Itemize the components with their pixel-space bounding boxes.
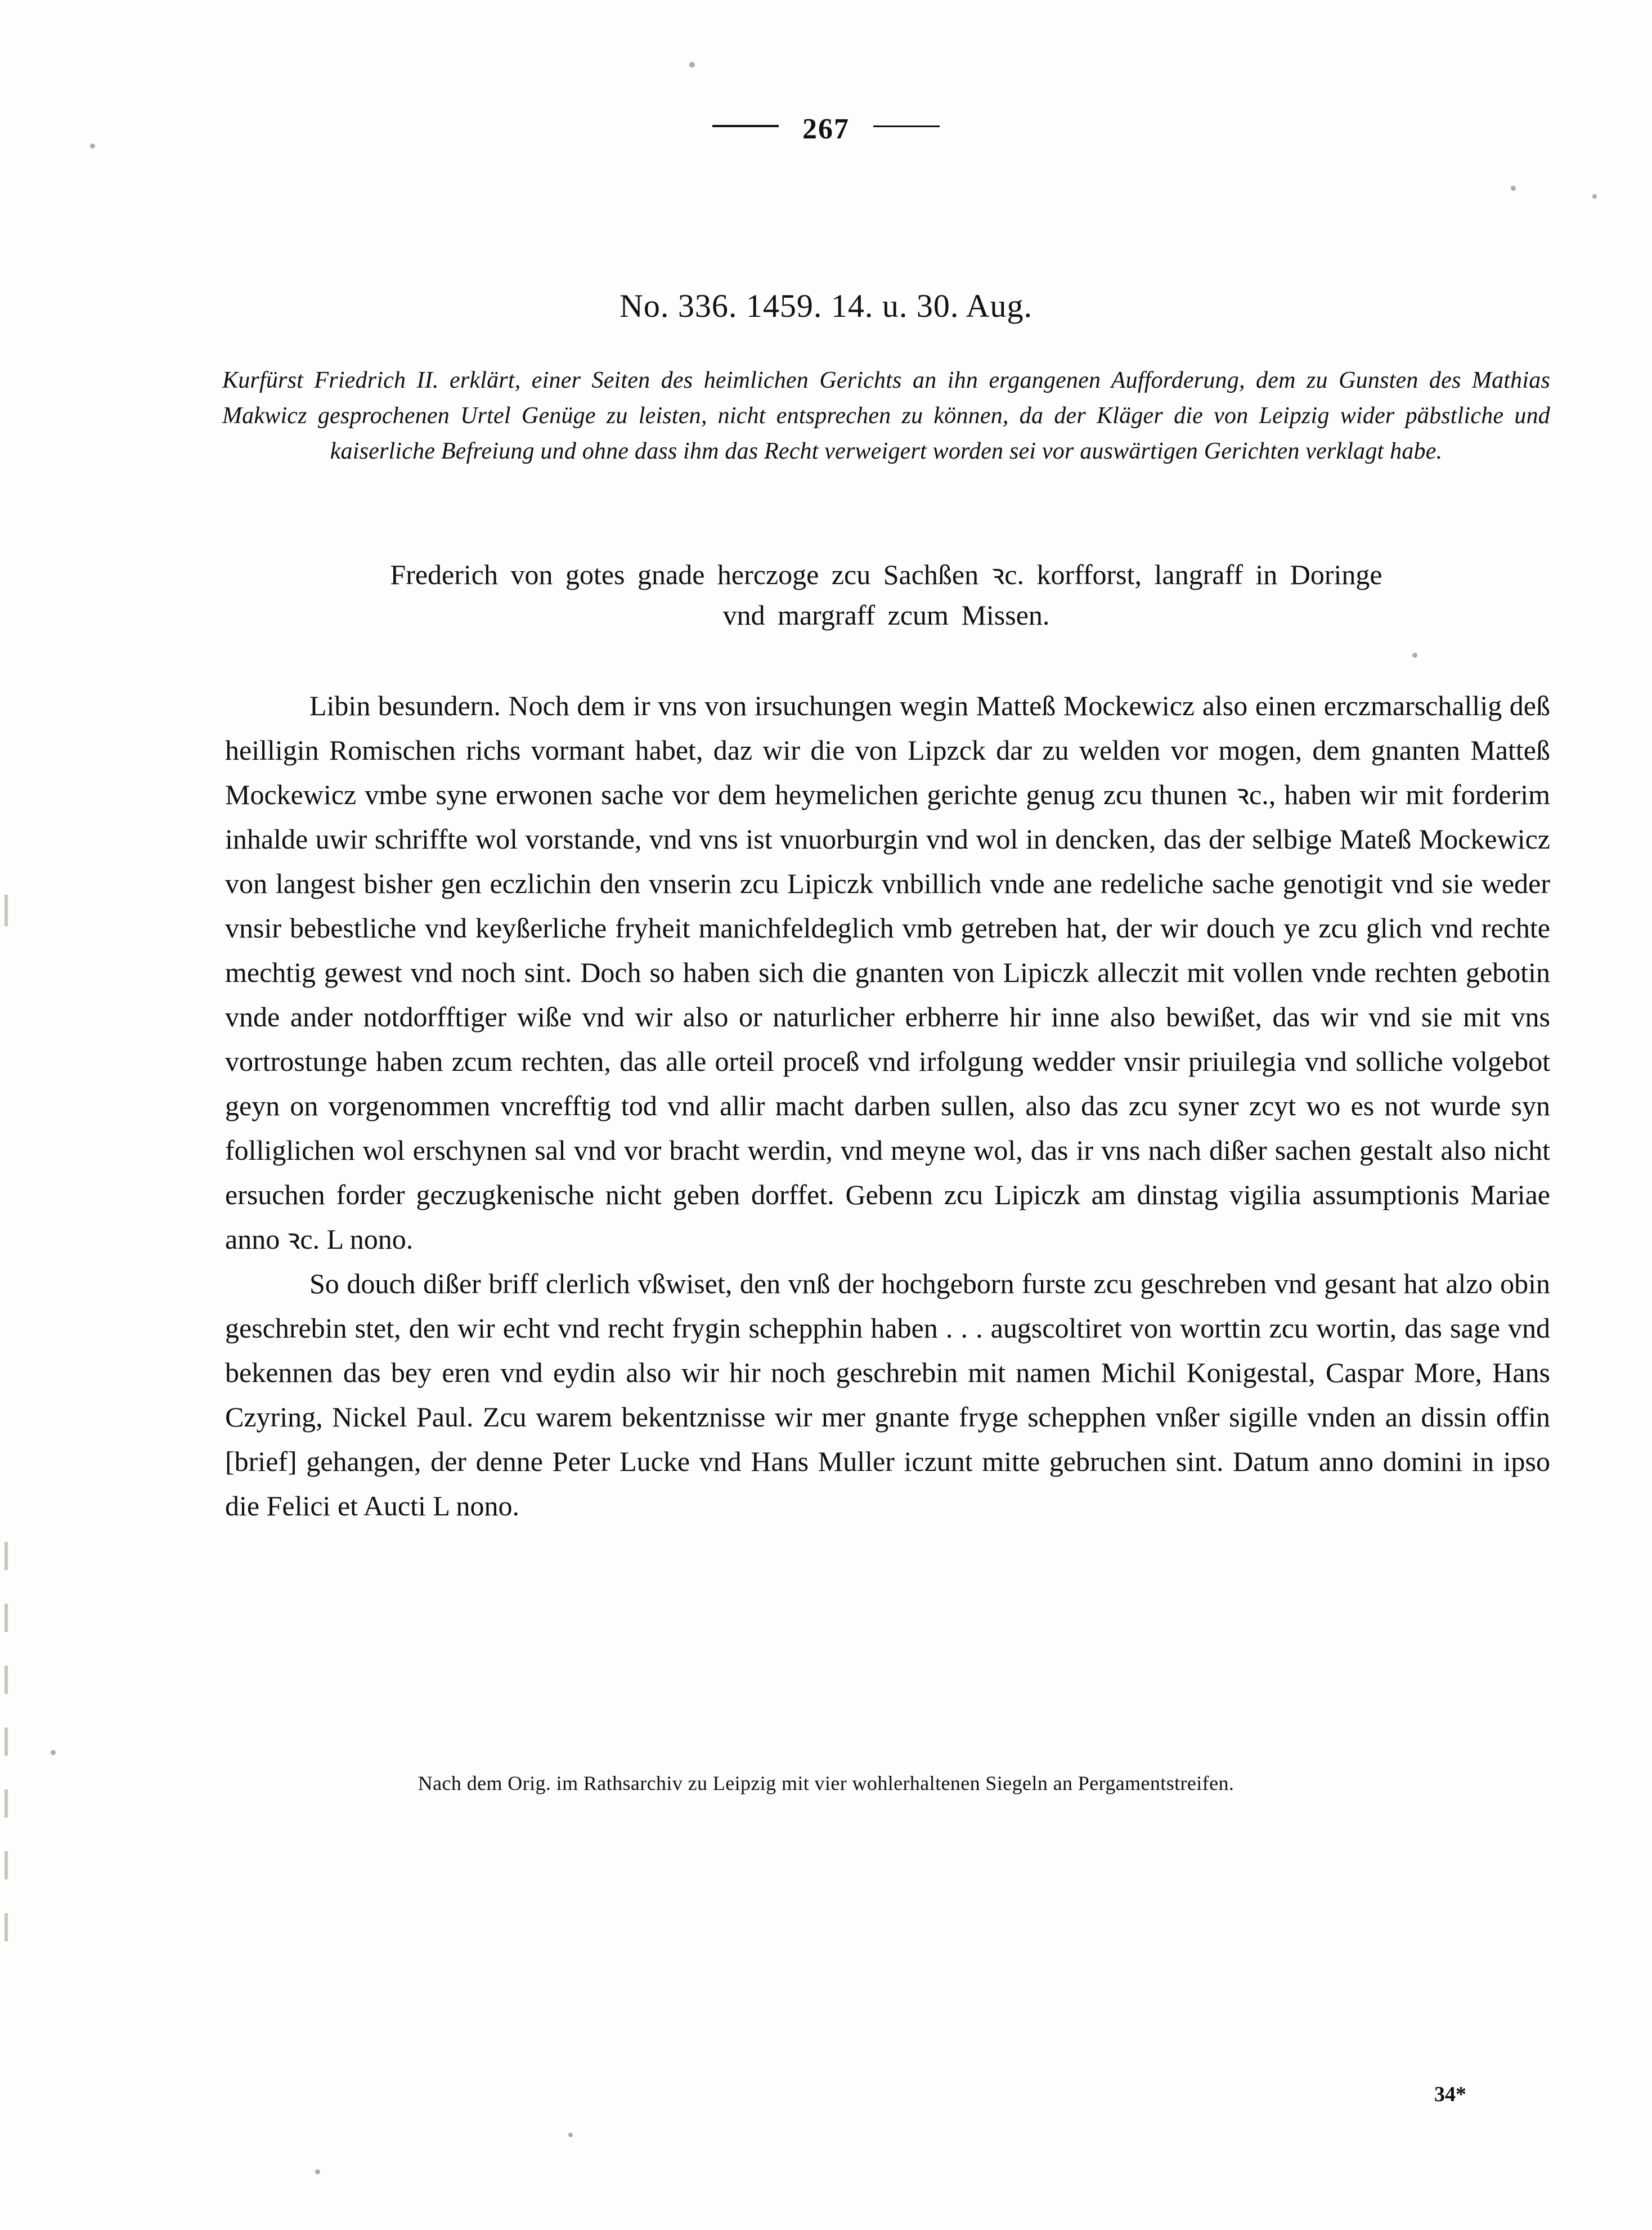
signature-mark: 34* <box>1434 2083 1466 2106</box>
scan-speck <box>689 62 695 68</box>
running-head <box>0 113 1652 146</box>
regest-abstract: Kurfürst Friedrich II. erklärt, einer Seiten des heimlichen Gerichts an ihn ergangenen Aufforderung, dem zu Gunsten des Mathias Makwicz gesprochenen Urtel Genüge zu leisten, nicht entsprechen zu können, da der Kläger die von Leipzig wider päbstliche und kaiserliche Befreiung und ohne dass ihm das Recht verweigert worden sei vor auswärtigen Gerichten verklagt habe. <box>222 367 1550 464</box>
intitulatio-line-2: vnd margraff zcum Missen. <box>722 599 1050 631</box>
intitulatio-line-1: Frederich von gotes gnade herczoge zcu Sachßen ꝛc. korfforst, langraff in Doringe <box>390 559 1382 590</box>
body-paragraph-1: Libin besundern. Noch dem ir vns von irsuchungen wegin Matteß Mockewicz also einen erczmarschallig deß heilligin Romischen richs vormant habet, daz wir die von Lipzck dar zu welden vor mogen, dem gnanten Matteß Mockewicz vmbe syne erwonen sache vor dem heymelichen gerichte genug zcu thunen ꝛc., haben wir mit forderim inhalde uwir schriffte wol vorstande, vnd vns ist vnuorburgin vnd wol in dencken, das der selbige Mateß Mockewicz von langest bisher gen eczlichin den vnserin zcu Lipiczk vnbillich vnde ane redeliche sache genotigit vnd sie weder vnsir bebestliche vnd keyßerliche fryheit manichfeldeglich vmb getreben hat, der wir douch ye zcu glich vnd rechte mechtig gewest vnd noch sint. Doch so haben sich die gnanten von Lipiczk alleczit mit vollen vnde rechten gebotin vnde ander notdorfftiger wiße vnd wir also or naturlicher erbherre hir inne also bewißet, das wir vnd sie mit vns vortrostunge haben zcum rechten, das alle orteil proceß vnd irfolgung wedder vnsir priuilegia vnd solliche volgebot geyn on vorgenommen vncrefftig tod vnd allir macht darben sullen, also das zcu syner zcyt wo es not wurde syn folliglichen wol erschynen sal vnd vor bracht werdin, vnd meyne wol, das ir vns nach dißer sachen gestalt also nicht ersuchen forder geczugkenische nicht geben dorffet. Gebenn zcu Lipiczk am dinstag vigilia assumptionis Mariae anno ꝛc. L nono. <box>225 690 1550 1255</box>
intitulatio <box>222 554 1550 635</box>
margin-tick <box>5 1913 8 1941</box>
margin-tick <box>5 895 8 926</box>
scan-speck <box>51 1750 56 1755</box>
scan-speck <box>1511 186 1516 191</box>
body-paragraph-2: So douch dißer briff clerlich vßwiset, den vnß der hochgeborn furste zcu geschreben vnd gesant hat alzo obin geschrebin stet, den wir echt vnd recht frygin schepphin haben . . . augscoltiret von worttin zcu wortin, das sage vnd bekennen das bey eren vnd eydin also wir hir noch geschrebin mit namen Michil Konigestal, Caspar More, Hans Czyring, Nickel Paul. Zcu warem bekentznisse wir mer gnante fryge schepphen vnßer sigille vnden an dissin offin [brief] gehangen, der denne Peter Lucke vnd Hans Muller iczunt mitte gebruchen sint. Datum anno domini in ipso die Felici et Aucti L nono. <box>225 1268 1550 1522</box>
document-number-heading: No. 336. 1459. 14. u. 30. Aug. <box>619 288 1033 324</box>
scan-speck <box>315 2169 320 2174</box>
scan-speck <box>568 2133 573 2137</box>
document-body <box>225 684 1550 1528</box>
margin-tick <box>5 1728 8 1756</box>
margin-tick <box>5 1666 8 1694</box>
margin-tick <box>5 1604 8 1632</box>
source-note: Nach dem Orig. im Rathsarchiv zu Leipzig mit vier wohlerhaltenen Siegeln an Pergamentstreifen. <box>418 1772 1234 1794</box>
scan-speck <box>1412 653 1417 658</box>
scan-speck <box>1592 194 1597 199</box>
head-rule-left <box>712 125 779 127</box>
margin-tick <box>5 1542 8 1570</box>
folio-number: 267 <box>802 113 850 145</box>
head-rule-right <box>873 125 940 127</box>
margin-tick <box>5 1851 8 1879</box>
